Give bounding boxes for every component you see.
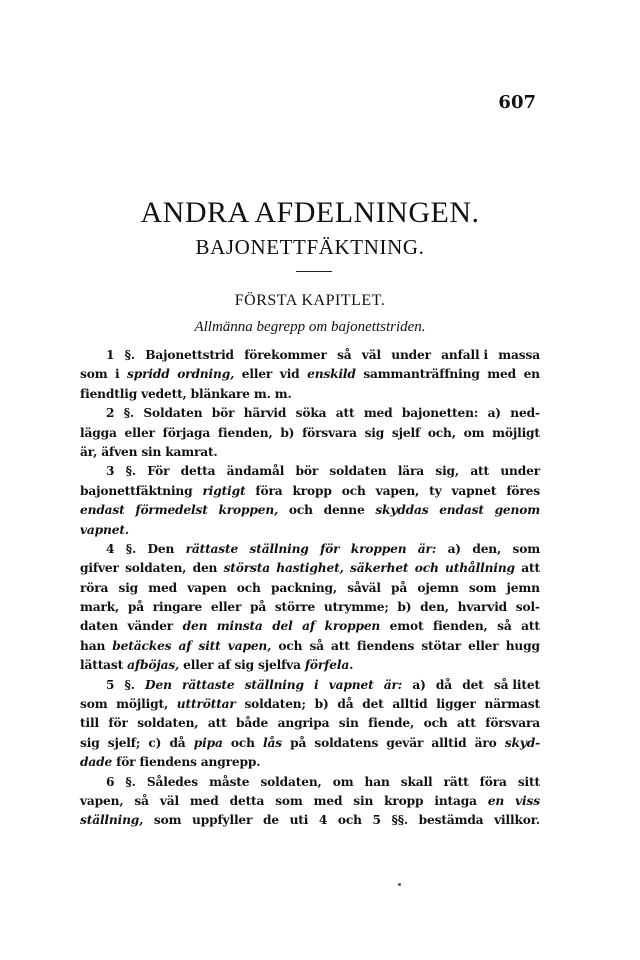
word: rättaste [185,541,239,556]
word: ned- [510,406,540,421]
word: 3 [106,464,115,479]
word: alltid [431,735,467,750]
section-divider [296,271,332,272]
text-line [80,501,540,520]
word: möjligt, [116,697,169,712]
word: så [337,348,352,362]
word: soldaten, [137,716,199,731]
word: om [463,425,485,440]
word: vapen, [80,793,124,808]
word: §. [125,774,136,789]
word: sig [118,580,139,595]
word: att [331,638,350,653]
word: gifver [80,561,119,576]
text-line [80,365,540,384]
word: är: [417,541,437,556]
word: så [134,793,149,808]
word: med [148,580,177,595]
word: bör [211,406,235,421]
word: den, [472,541,502,556]
word: minsta [216,619,263,634]
word: eller [241,367,273,382]
word: vid [279,367,300,382]
word: sig, [435,464,460,479]
text-line [80,540,540,559]
word: Bajonettstrid [145,348,234,362]
word: del [272,619,293,634]
word: anfall i [441,348,489,362]
word: ställning [249,541,309,556]
word: bör [295,464,319,479]
word: 4 [106,541,115,556]
page-number: 607 [498,92,536,113]
word: vapnet. [80,522,129,537]
word: den [182,619,208,634]
word: på [391,580,408,595]
word: hugg [505,638,540,653]
word: spridd [127,367,170,382]
word: b) [280,425,295,440]
word: villkor. [494,813,540,828]
word: alltid [392,697,428,712]
text-line [80,521,540,540]
part-title: ANDRA AFDELNINGEN. [140,196,480,229]
word: endast [80,503,125,518]
word: är: [383,677,403,692]
word: vapnet [328,677,374,692]
word: massa [498,348,540,362]
word: soldaten, [125,561,187,576]
word: söka [295,406,327,421]
word: bajonettfäktning [80,483,193,498]
word: eller [210,600,242,615]
word: kroppen, [218,503,279,518]
word: att [457,716,476,731]
word: lägga [80,425,117,440]
word: stötar [421,638,461,653]
word: 2 [106,406,115,421]
text-line [80,559,540,578]
word: uti [289,813,309,828]
word: angrepp. [200,755,261,770]
word: ställning, [80,813,144,828]
word: att [335,406,355,421]
word: bajonetten: [401,406,479,421]
word: föres [506,483,540,498]
word: sin [353,793,374,808]
word: så [497,619,512,634]
word: han [80,638,106,653]
word: och [288,503,313,518]
chapter-title: FÖRSTA KAPITLET. [234,292,386,309]
word: m. [274,386,292,401]
word: betäckes [112,638,172,653]
word: m. [253,386,271,401]
word: i [115,367,120,382]
word: lära [397,464,425,479]
word: föra [479,774,507,789]
word: 5 [106,677,115,692]
word: sig [80,735,100,750]
word: som [153,813,182,828]
word: §§. [391,813,409,828]
word: ligger [436,697,476,712]
word: att [207,716,227,731]
word: fiendens [356,638,415,653]
word: eller [468,638,499,653]
word: vapen, [227,638,272,653]
word: rätt [443,774,469,789]
word: måste [209,774,250,789]
word: ojemn [417,580,459,595]
word: på [250,600,267,615]
word: sjelfva [258,658,301,673]
word: väl [361,348,381,362]
word: som [468,580,497,595]
word: försvara [485,716,540,731]
word: fienden, [217,425,273,440]
text-line [80,676,540,695]
word: 1 [106,348,115,362]
word: §. [125,541,137,556]
word: a) [447,541,461,556]
word: endast [439,503,484,518]
word: intaga [434,793,477,808]
word: lättast [80,658,124,673]
word: under [391,348,431,362]
word: 6 [106,774,115,789]
word: genom [494,503,540,518]
word: förekommer [244,348,327,362]
word: med [487,367,517,382]
word: röra [80,580,109,595]
word: under [500,464,540,479]
word: på [290,735,307,750]
word: 4 [318,813,328,828]
word: att [521,619,540,634]
word: ringare [152,600,203,615]
word: då [337,697,354,712]
word: detta [229,793,265,808]
word: att [521,561,540,576]
word: skall [400,774,433,789]
word: a) [487,406,501,421]
word: så litet [493,677,540,692]
word: med [313,793,343,808]
word: §. [125,464,136,479]
word: och [414,561,439,576]
word: denne [323,503,365,518]
word: hastighet, [276,561,344,576]
word: §. [124,348,135,362]
word: vedett, [141,386,187,401]
word: 5 [372,813,381,828]
word: då [435,677,453,692]
word: ty [429,483,442,498]
text-line [80,579,540,598]
word: rigtigt [202,483,246,498]
word: det [462,677,484,692]
word: till [80,716,99,731]
word: som [80,697,108,712]
word: viss [515,793,540,808]
word: b) [314,697,329,712]
word: eller [124,425,155,440]
word: ändamål [226,464,285,479]
word: För [147,464,170,479]
body-text [80,346,540,831]
word: detta [180,464,216,479]
word: §. [123,406,135,421]
word: fiende, [368,716,415,731]
word: och [337,813,362,828]
word: och, [427,425,456,440]
word: såväl [347,580,381,595]
word: soldaten; [244,697,306,712]
text-line [80,637,540,656]
word: en [523,367,540,382]
word: kroppen [324,619,381,634]
word: han [364,774,390,789]
text-line [80,617,540,636]
word: och [236,580,261,595]
word: att [470,464,490,479]
word: enskild [307,367,356,382]
word: då [169,735,186,750]
word: gevär [386,735,424,750]
word: närmast [484,697,540,712]
word: på [127,600,144,615]
word: och [230,735,255,750]
word: b) [397,600,412,615]
word: om [332,774,354,789]
text-line [80,482,540,501]
text-line [80,424,540,443]
word: emot [389,619,424,634]
text-line [80,462,540,481]
word: sin [338,716,359,731]
text-line [80,656,540,675]
word: största [223,561,270,576]
word: så [309,638,324,653]
word: bestämda [418,813,484,828]
word: sig [364,425,385,440]
word: i [314,677,319,692]
word: sjelf; [107,735,141,750]
word: skyddas [375,503,429,518]
word: blänkare [190,386,250,401]
text-line [80,695,540,714]
text-line [80,598,540,617]
word: äro [474,735,497,750]
word: Soldaten [143,406,203,421]
word: angripa [277,716,330,731]
chapter-subtitle: Allmänna begrepp om bajonettstriden. [194,319,426,335]
word: den [192,561,218,576]
word: rättaste [181,677,235,692]
word: kroppen [350,541,407,556]
word: både [236,716,269,731]
word: det [362,697,384,712]
word: sammanträffning [363,367,480,382]
word: skyd- [504,735,540,750]
word: uttröttar [176,697,236,712]
word: säkerhet [349,561,409,576]
word: afböjas, [127,658,180,673]
word: packning, [270,580,338,595]
word: är, [80,444,98,459]
word: soldatens [314,735,379,750]
word: möjligt [492,425,540,440]
word: vapen [187,580,227,595]
word: kamrat. [165,444,218,459]
word: som [80,367,108,382]
word: med [363,406,393,421]
word: ordning, [177,367,235,382]
word: sjelf [391,425,421,440]
text-line [80,753,540,772]
word: soldaten [329,464,387,479]
word: och [341,483,366,498]
word: a) [412,677,426,692]
text-line [80,714,540,733]
word: sol- [515,600,540,615]
word: Den [145,677,172,692]
word: af [178,638,192,653]
word: jemn [506,580,540,595]
word: och [423,716,448,731]
word: kropp [292,483,332,498]
word: sin [141,444,162,459]
word: väl [159,793,179,808]
word: soldaten, [260,774,322,789]
word: den, [420,600,449,615]
text-line [80,792,540,811]
word: c) [148,735,162,750]
word: sig [234,658,255,673]
word: försvara [302,425,357,440]
word: vapen, [375,483,420,498]
print-speck [398,883,401,886]
text-line [80,811,540,830]
word: uthållning [445,561,515,576]
word: utrymme; [323,600,389,615]
word: föra [255,483,283,498]
word: af [302,619,316,634]
word: mark, [80,600,120,615]
word: större [274,600,316,615]
word: för [108,716,128,731]
word: som [275,793,303,808]
text-line [80,734,540,753]
word: sitt [517,774,540,789]
word: fienden, [432,619,488,634]
word: äfven [101,444,138,459]
word: för [116,755,136,770]
word: uppfyller [191,813,253,828]
text-line [80,773,540,792]
word: förjaga [162,425,211,440]
word: kropp [384,793,424,808]
word: och [278,638,303,653]
word: eller [183,658,214,673]
word: vapnet [451,483,497,498]
word: ställning [244,677,304,692]
word: en [487,793,505,808]
word: härvid [243,406,287,421]
word: med [189,793,219,808]
word: fiendtlig [80,386,138,401]
word: dade [80,755,113,770]
word: lås [262,735,282,750]
word: af [217,658,231,673]
word: hvarvid [457,600,508,615]
word: förfela. [304,658,354,673]
word: sitt [198,638,221,653]
word: förmedelst [135,503,208,518]
word: de [262,813,279,828]
text-line [80,346,540,365]
word: Den [147,541,175,556]
word: daten [80,619,118,634]
word: vänder [127,619,174,634]
part-subtitle: BAJONETTFÄKTNING. [195,235,425,259]
text-line [80,443,540,462]
text-line [80,385,540,404]
word: för [320,541,340,556]
text-line [80,404,540,423]
word: fiendens [139,755,197,770]
word: som [512,541,540,556]
word: §. [124,677,135,692]
word: Således [146,774,198,789]
word: pipa [193,735,223,750]
